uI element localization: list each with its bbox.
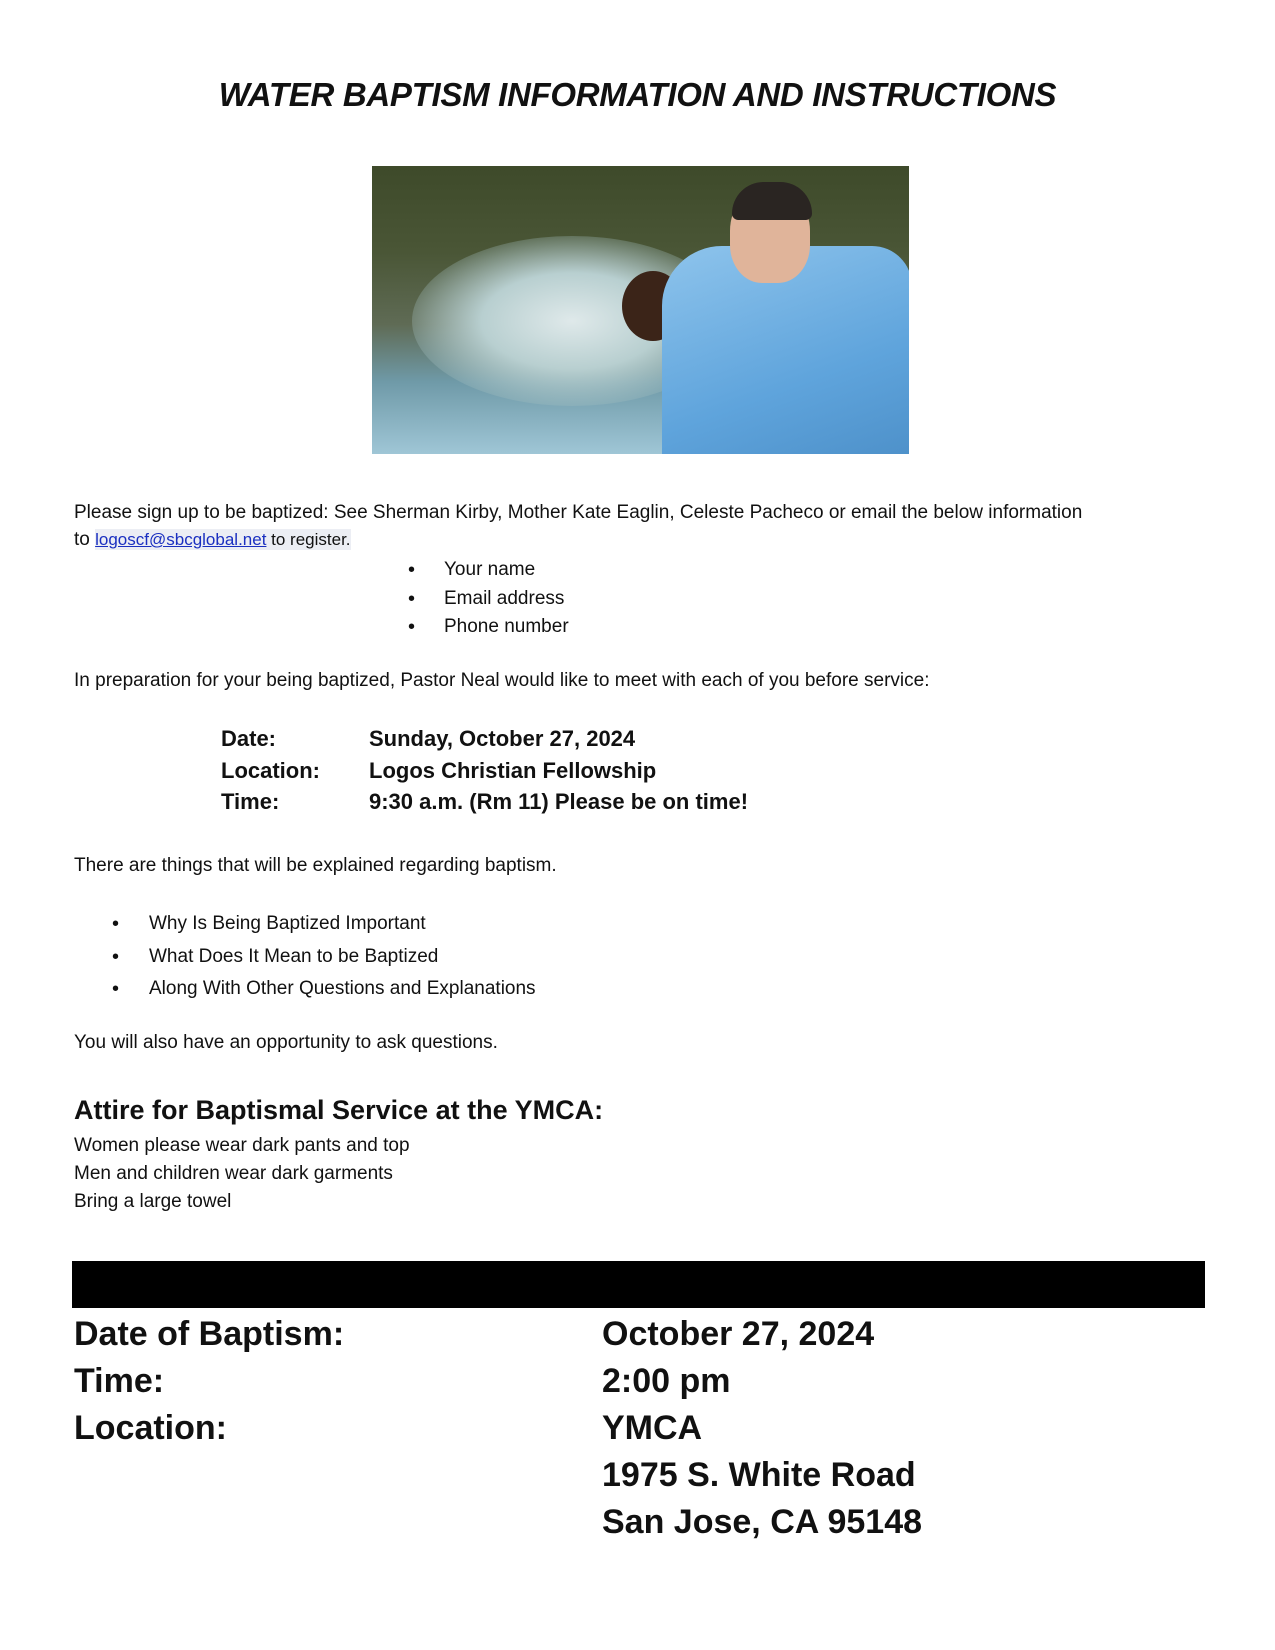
- list-item: • Phone number: [408, 613, 569, 642]
- attire-lines: [74, 1132, 410, 1216]
- meeting-time-label: Time:: [221, 789, 280, 814]
- attire-line: Women please wear dark pants and top: [74, 1135, 410, 1156]
- divider-bar: [72, 1261, 1205, 1308]
- baptism-date: October 27, 2024: [602, 1315, 875, 1353]
- baptism-photo: [372, 166, 909, 454]
- meeting-date-value: Sunday, October 27, 2024: [369, 726, 636, 751]
- signup-text: Please sign up to be baptized: See Sherman Kirby, Mother Kate Eaglin, Celeste Pacheco or email the below information: [74, 502, 1083, 523]
- baptism-location: YMCA: [602, 1409, 703, 1447]
- baptism-time-label: Time:: [74, 1362, 165, 1400]
- signup-after: to register.: [266, 530, 351, 549]
- baptism-address-2: San Jose, CA 95148: [602, 1503, 923, 1541]
- meeting-location-label: Location:: [221, 757, 320, 783]
- signup-email-line: [74, 529, 351, 551]
- questions-text: You will also have an opportunity to ask questions.: [74, 1032, 498, 1053]
- list-item: • Your name: [408, 556, 569, 585]
- page-title: WATER BAPTISM INFORMATION AND INSTRUCTIONS: [218, 76, 1057, 113]
- explained-list: [112, 908, 536, 1006]
- attire-line: Bring a large towel: [74, 1191, 232, 1212]
- signup-list: [408, 556, 569, 642]
- prep-text: In preparation for your being baptized, Pastor Neal would like to meet with each of you before service:: [74, 670, 930, 691]
- signup-to: to: [74, 529, 96, 550]
- baptism-time: 2:00 pm: [602, 1362, 731, 1400]
- meeting-time-value: 9:30 a.m. (Rm 11) Please be on time!: [369, 789, 749, 814]
- list-item: • Along With Other Questions and Explanations: [112, 973, 536, 1006]
- email-link[interactable]: logoscf@sbcglobal.net: [95, 530, 267, 549]
- list-item: • Why Is Being Baptized Important: [112, 908, 536, 941]
- baptism-location-label: Location:: [74, 1409, 227, 1447]
- list-item: • Email address: [408, 585, 569, 614]
- explained-text: There are things that will be explained regarding baptism.: [74, 855, 557, 876]
- baptism-details: [74, 1311, 922, 1546]
- list-item: • What Does It Mean to be Baptized: [112, 941, 536, 974]
- meeting-location-value: Logos Christian Fellowship: [369, 757, 657, 783]
- baptism-date-label: Date of Baptism:: [74, 1315, 345, 1353]
- baptism-address-1: 1975 S. White Road: [602, 1456, 916, 1494]
- attire-line: Men and children wear dark garments: [74, 1163, 393, 1184]
- pastor-hair: [732, 182, 812, 220]
- meeting-details: [221, 723, 748, 818]
- meeting-date-label: Date:: [221, 726, 277, 751]
- attire-heading: Attire for Baptismal Service at the YMCA:: [74, 1095, 604, 1125]
